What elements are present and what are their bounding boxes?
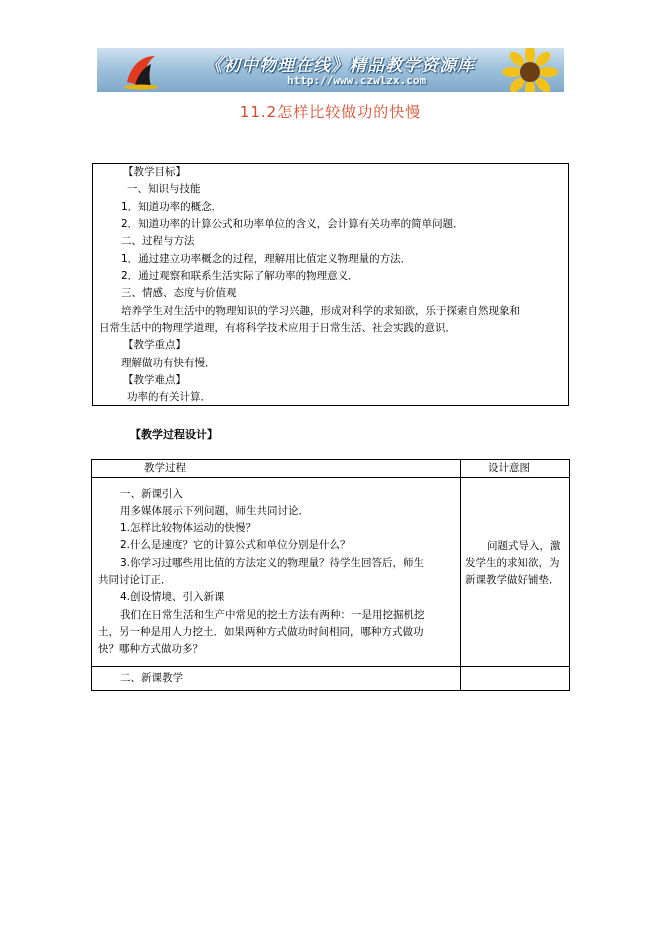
table-cell-line: 一、新课引入: [120, 488, 183, 500]
table-cell-line: 1.怎样比较物体运动的快慢？: [120, 522, 257, 534]
process-heading: 【教学过程设计】: [130, 428, 218, 441]
objectives-box: [92, 163, 569, 406]
difficulty-heading: 【教学难点】: [123, 374, 186, 386]
objectives-line: 2．通过观察和联系生活实际了解功率的物理意义．: [121, 270, 359, 282]
objectives-heading: 【教学目标】: [123, 166, 186, 178]
banner-title: 《初中物理在线》精品教学资源库: [205, 56, 475, 76]
objectives-line: 二、过程与方法: [121, 235, 195, 247]
table-cell-line: 土，另一种是用人力挖土．如果两种方式做功时间相同，哪种方式做功: [98, 626, 424, 638]
site-logo-icon: [121, 52, 161, 90]
table-cell-line: 2.什么是速度？它的计算公式和单位分别是什么？: [120, 539, 351, 551]
table-header-process: 教学过程: [144, 462, 186, 474]
table-cell-line: 快？哪种方式做功多？: [98, 643, 203, 655]
page-title: 11.2怎样比较做功的快慢: [239, 103, 422, 121]
table-cell-intent: 问题式导入，激发学生的求知欲，为新课教学做好铺垫．: [465, 540, 561, 586]
objectives-line: 1．通过建立功率概念的过程，理解用比值定义物理量的方法．: [121, 253, 412, 265]
objectives-line: 2．知道功率的计算公式和功率单位的含义，会计算有关功率的简单问题．: [121, 218, 464, 230]
difficulty-line: 功率的有关计算．: [127, 391, 211, 403]
objectives-line: 三、情感、态度与价值观: [121, 287, 237, 299]
objectives-line: 一、知识与技能: [127, 183, 201, 195]
table-cell-line: 4.创设情境、引入新课: [120, 591, 225, 603]
table-cell-line: 我们在日常生活和生产中常见的挖土方法有两种：一是用挖掘机挖: [120, 609, 425, 621]
process-table: [91, 459, 570, 691]
objectives-line: 1．知道功率的概念．: [121, 201, 223, 213]
key-points-line: 理解做功有快有慢．: [121, 357, 216, 369]
objectives-line: 日常生活中的物理学道理，有将科学技术应用于日常生活、社会实践的意识．: [99, 322, 456, 334]
table-header-intent: 设计意图: [488, 462, 530, 474]
header-banner: [97, 48, 564, 92]
table-cell-line: 共同讨论订正．: [98, 574, 172, 586]
key-points-heading: 【教学重点】: [123, 339, 186, 351]
row-divider: [92, 666, 569, 667]
banner-url: http://www.czwlzx.com: [287, 74, 427, 87]
column-divider: [460, 460, 461, 690]
table-cell-line: 3.你学习过哪些用比值的方法定义的物理量？待学生回答后，师生: [120, 557, 425, 569]
table-cell-line: 用多媒体展示下列问题，师生共同讨论．: [120, 505, 309, 517]
table-cell-new-lesson: 二、新课教学: [120, 672, 183, 684]
objectives-line: 培养学生对生活中的物理知识的学习兴趣，形成对科学的求知欲，乐于探索自然现象和: [121, 305, 520, 317]
sunflower-icon: [502, 48, 558, 92]
